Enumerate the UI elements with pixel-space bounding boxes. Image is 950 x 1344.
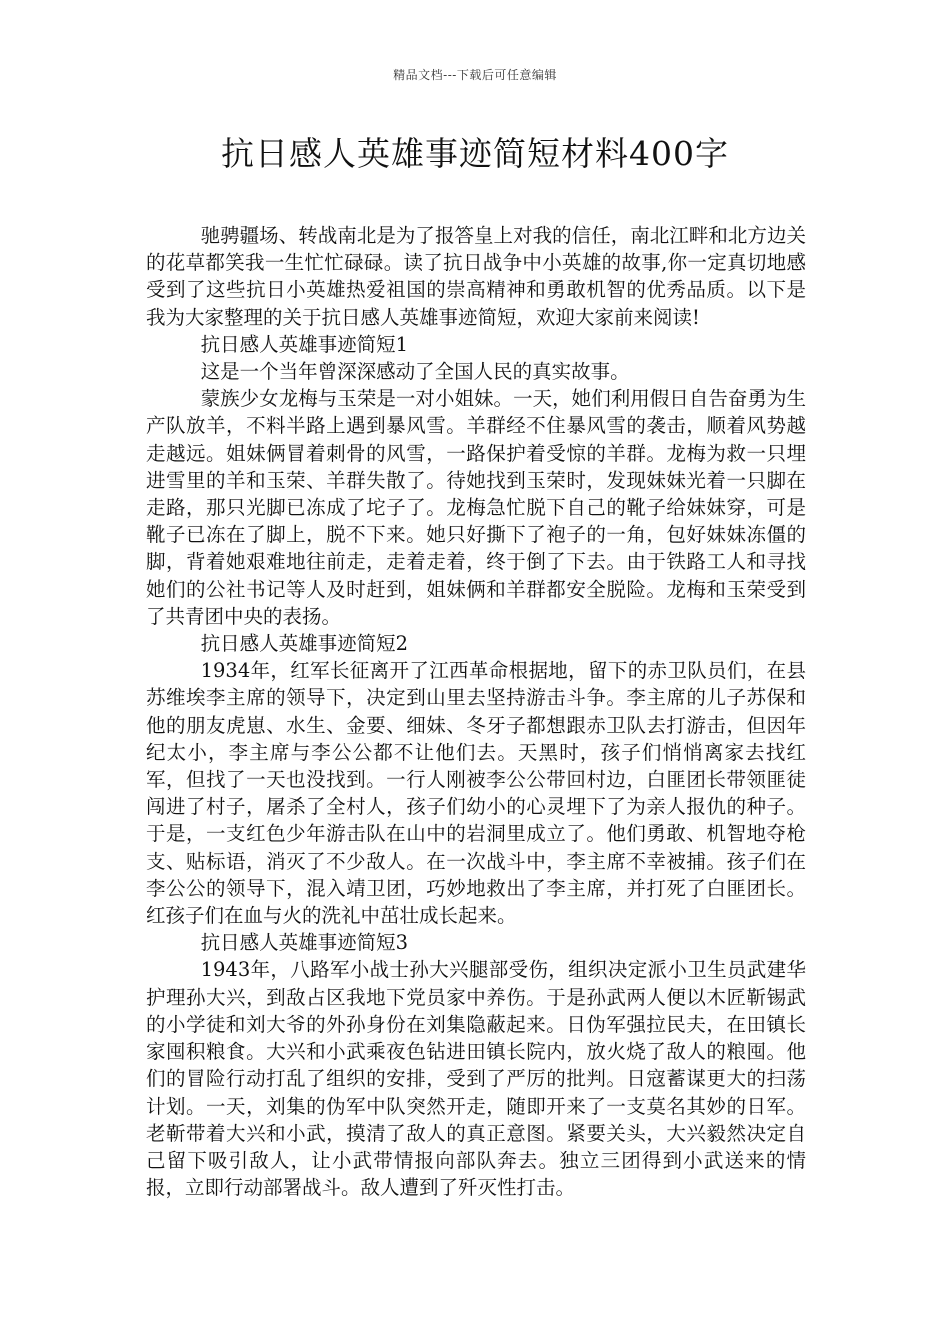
section-heading-3: 抗日感人英雄事迹简短3 (200, 931, 409, 955)
section-heading-2: 抗日感人英雄事迹简短2 (200, 632, 409, 656)
intro-paragraph: 驰骋疆场、转战南北是为了报答皇上对我的信任，南北江畔和北方边关的花草都笑我一生忙忙碌碌。读了抗日战争中小英雄的故事,你一定真切地感受到了这些抗日小英雄热爱祖国的崇高精神和勇敢机智的优秀品质。以下是我为大家整理的关于抗日感人英雄事迹简短，欢迎大家前来阅读! (146, 224, 806, 329)
story-1-intro-paragraph: 这是一个当年曾深深感动了全国人民的真实故事。 (200, 360, 630, 384)
story-1-paragraph: 蒙族少女龙梅与玉荣是一对小姐妹。一天，她们利用假日自告奋勇为生产队放羊，不料半路上遇到暴风雪。羊群经不住暴风雪的袭击，顺着风势越走越远。姐妹俩冒着刺骨的风雪，一路保护着受惊的羊群。龙梅为救一只埋进雪里的羊和玉荣、羊群失散了。待她找到玉荣时，发现妹妹光着一只脚在走路，那只光脚已冻成了坨子了。龙梅急忙脱下自己的靴子给妹妹穿，可是靴子已冻在了脚上，脱不下来。她只好撕下了袍子的一角，包好妹妹冻僵的脚，背着她艰难地往前走，走着走着，终于倒了下去。由于铁路工人和寻找她们的公社书记等人及时赶到，姐妹俩和羊群都安全脱险。龙梅和玉荣受到了共青团中央的表扬。 (146, 387, 806, 628)
document-body (146, 222, 806, 1201)
page-header: 精品文档---下载后可任意编辑 (393, 68, 557, 82)
section-heading-1: 抗日感人英雄事迹简短1 (200, 332, 409, 356)
document-title: 抗日感人英雄事迹简短材料400字 (221, 134, 729, 173)
story-2-paragraph: 1934年，红军长征离开了江西革命根据地，留下的赤卫队员们，在县苏维埃李主席的领导下，决定到山里去坚持游击斗争。李主席的儿子苏保和他的朋友虎崽、水生、金要、细妹、冬牙子都想跟赤卫队去打游击，但因年纪太小，李主席与李公公都不让他们去。天黑时，孩子们悄悄离家去找红军，但找了一天也没找到。一行人刚被李公公带回村边，白匪团长带领匪徒闯进了村子，屠杀了全村人，孩子们幼小的心灵埋下了为亲人报仇的种子。于是，一支红色少年游击队在山中的岩洞里成立了。他们勇敢、机智地夺枪支、贴标语，消灭了不少敌人。在一次战斗中，李主席不幸被捕。孩子们在李公公的领导下，混入靖卫团，巧妙地救出了李主席，并打死了白匪团长。红孩子们在血与火的洗礼中茁壮成长起来。 (146, 659, 806, 928)
story-3-paragraph: 1943年，八路军小战士孙大兴腿部受伤，组织决定派小卫生员武建华护理孙大兴，到敌占区我地下党员家中养伤。于是孙武两人便以木匠靳锡武的小学徒和刘大爷的外孙身份在刘集隐蔽起来。日伪军强拉民夫，在田镇长家囤积粮食。大兴和小武乘夜色钻进田镇长院内，放火烧了敌人的粮囤。他们的冒险行动打乱了组织的安排，受到了严厉的批判。日寇蓄谋更大的扫荡计划。一天，刘集的伪军中队突然开走，随即开来了一支莫名其妙的日军。老靳带着大兴和小武，摸清了敌人的真正意图。紧要关头，大兴毅然决定自己留下吸引敌人，让小武带情报向部队奔去。独立三团得到小武送来的情报，立即行动部署战斗。敌人遭到了歼灭性打击。 (146, 958, 806, 1200)
